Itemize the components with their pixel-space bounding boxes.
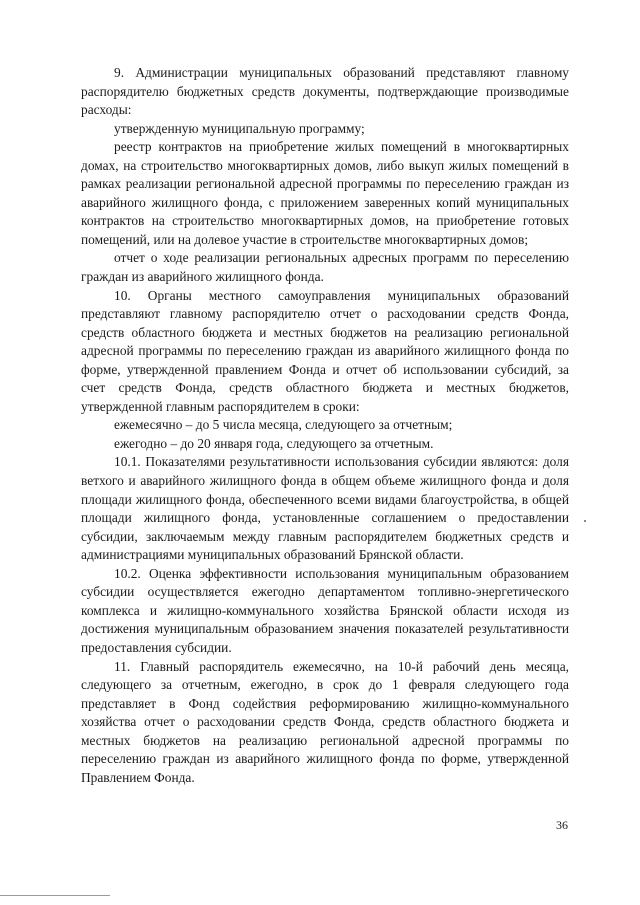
list-item-registry: реестр контрактов на приобретение жилых помещений в многоквартирных домах, на строительство многоквартирных домов, либо выкуп жилых помещений в рамках реализации региональной адресной программы по переселению граждан из аварийного жилищного фонда, с приложением заверенных копий муниципальных контрактов на строительство многоквартирных домов, на приобретение готовых помещений, или на долевое участие в строительстве многоквартирных домов;	[81, 139, 569, 247]
paragraph-10-1: 10.1. Показателями результативности использования субсидии являются: доля ветхого и аварийного жилищного фонда в общем объеме жилищного фонда и доля площади жилищного фонда, обеспеченного всеми видами благоустройства, в общей площади жилищного фонда, установленные соглашением о предоставлении субсидии, заключаемым между главным распорядителем бюджетных средств и администрациями муниципальных образований Брянской области.	[81, 454, 569, 563]
scan-mark	[584, 520, 586, 522]
list-item-report: отчет о ходе реализации региональных адресных программ по переселению граждан из аварийного жилищного фонда.	[81, 250, 569, 285]
deadline-monthly: ежемесячно – до 5 числа месяца, следующего за отчетным;	[114, 417, 453, 433]
paragraph-10: 10. Органы местного самоуправления муниципальных образований представляют главному распорядителю отчет о расходовании средств Фонда, средств областного бюджета и местных бюджетов на реализацию региональной адресной программы по переселению граждан из аварийного жилищного фонда по форме, утвержденной правлением Фонда и отчет об использовании субсидий, за счет средств Фонда, средств областного бюджета и местных бюджетов, утвержденной главным распорядителем в сроки:	[81, 287, 569, 414]
paragraph-10-2: 10.2. Оценка эффективности использования муниципальным образованием субсидии осуществляется ежегодно департаментом топливно-энергетического комплекса и жилищно-коммунального хозяйства Брянской области исходя из достижения муниципальным образованием значения показателей результативности предоставления субсидии.	[81, 565, 569, 655]
paragraph-11: 11. Главный распорядитель ежемесячно, на 10-й рабочий день месяца, следующего за отчетным, ежегодно, в срок до 1 февраля следующего года представляет в Фонд содействия реформированию жилищно-коммунального хозяйства отчет о расходовании средств Фонда, средств областного бюджета и местных бюджетов на реализацию региональной адресной программы по переселению граждан из аварийного жилищного фонда по форме, утвержденной Правлением Фонда.	[81, 658, 569, 785]
scan-edge-line	[0, 895, 110, 896]
deadline-yearly: ежегодно – до 20 января года, следующего за отчетным.	[114, 435, 434, 451]
page-number: 36	[556, 818, 568, 832]
paragraph-9: 9. Администрации муниципальных образований представляют главному распорядителю бюджетных средств документы, подтверждающие производимые расходы:	[81, 65, 569, 118]
list-item-program: утвержденную муниципальную программу;	[114, 120, 365, 136]
document-body	[81, 64, 569, 787]
